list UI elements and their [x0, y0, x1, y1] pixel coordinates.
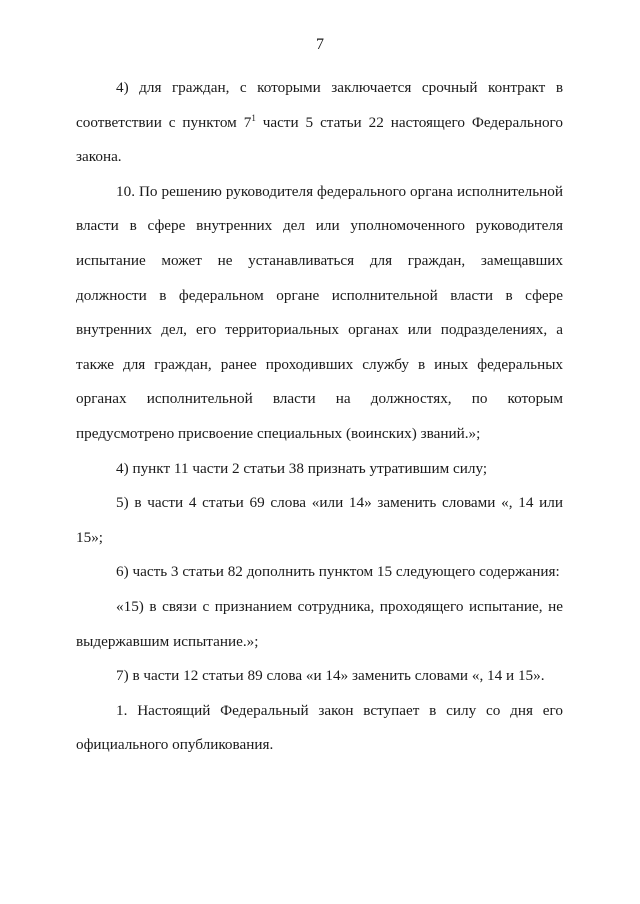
paragraph-text: 4) для граждан, с которыми заключается срочный контракт в соответствии с пунктом 7 [76, 79, 563, 131]
paragraph-entry-into-force: 1. Настоящий Федеральный закон вступает в силу со дня его официального опубликования. [76, 701, 563, 754]
page-number: 7 [316, 36, 324, 53]
paragraph-item-10-probation: 10. По решению руководителя федерального органа исполнительной власти в сфере внутренних дел или уполномоченного руководителя испытание может не устанавливаться для граждан, замещавших должности в федеральном органе исполнительной власти в сфере внутренних дел, его территориальных органах или подразделениях, а также для граждан, ранее проходивших службу в иных федеральных органах исполнительной власти на должностях, по которым предусмотрено присвоение специальных (воинских) званий.»; [76, 182, 563, 442]
paragraph-item-4-contract [76, 71, 563, 175]
paragraph-point-15: «15) в связи с признанием сотрудника, проходящего испытание, не выдержавшим испытание.»; [76, 597, 563, 650]
paragraph-amendment-7: 7) в части 12 статьи 89 слова «и 14» заменить словами «, 14 и 15». [116, 667, 545, 685]
paragraph-amendment-4: 4) пункт 11 части 2 статьи 38 признать утратившим силу; [116, 459, 488, 477]
paragraph-text: части 5 статьи 22 настоящего Федерального закона. [76, 113, 563, 166]
paragraph-amendment-5: 5) в части 4 статьи 69 слова «или 14» заменить словами «, 14 или 15»; [76, 494, 563, 546]
paragraph-amendment-6: 6) часть 3 статьи 82 дополнить пунктом 15 следующего содержания: [116, 563, 560, 581]
superscript-mark: 1 [251, 112, 256, 123]
document-body [76, 71, 563, 763]
